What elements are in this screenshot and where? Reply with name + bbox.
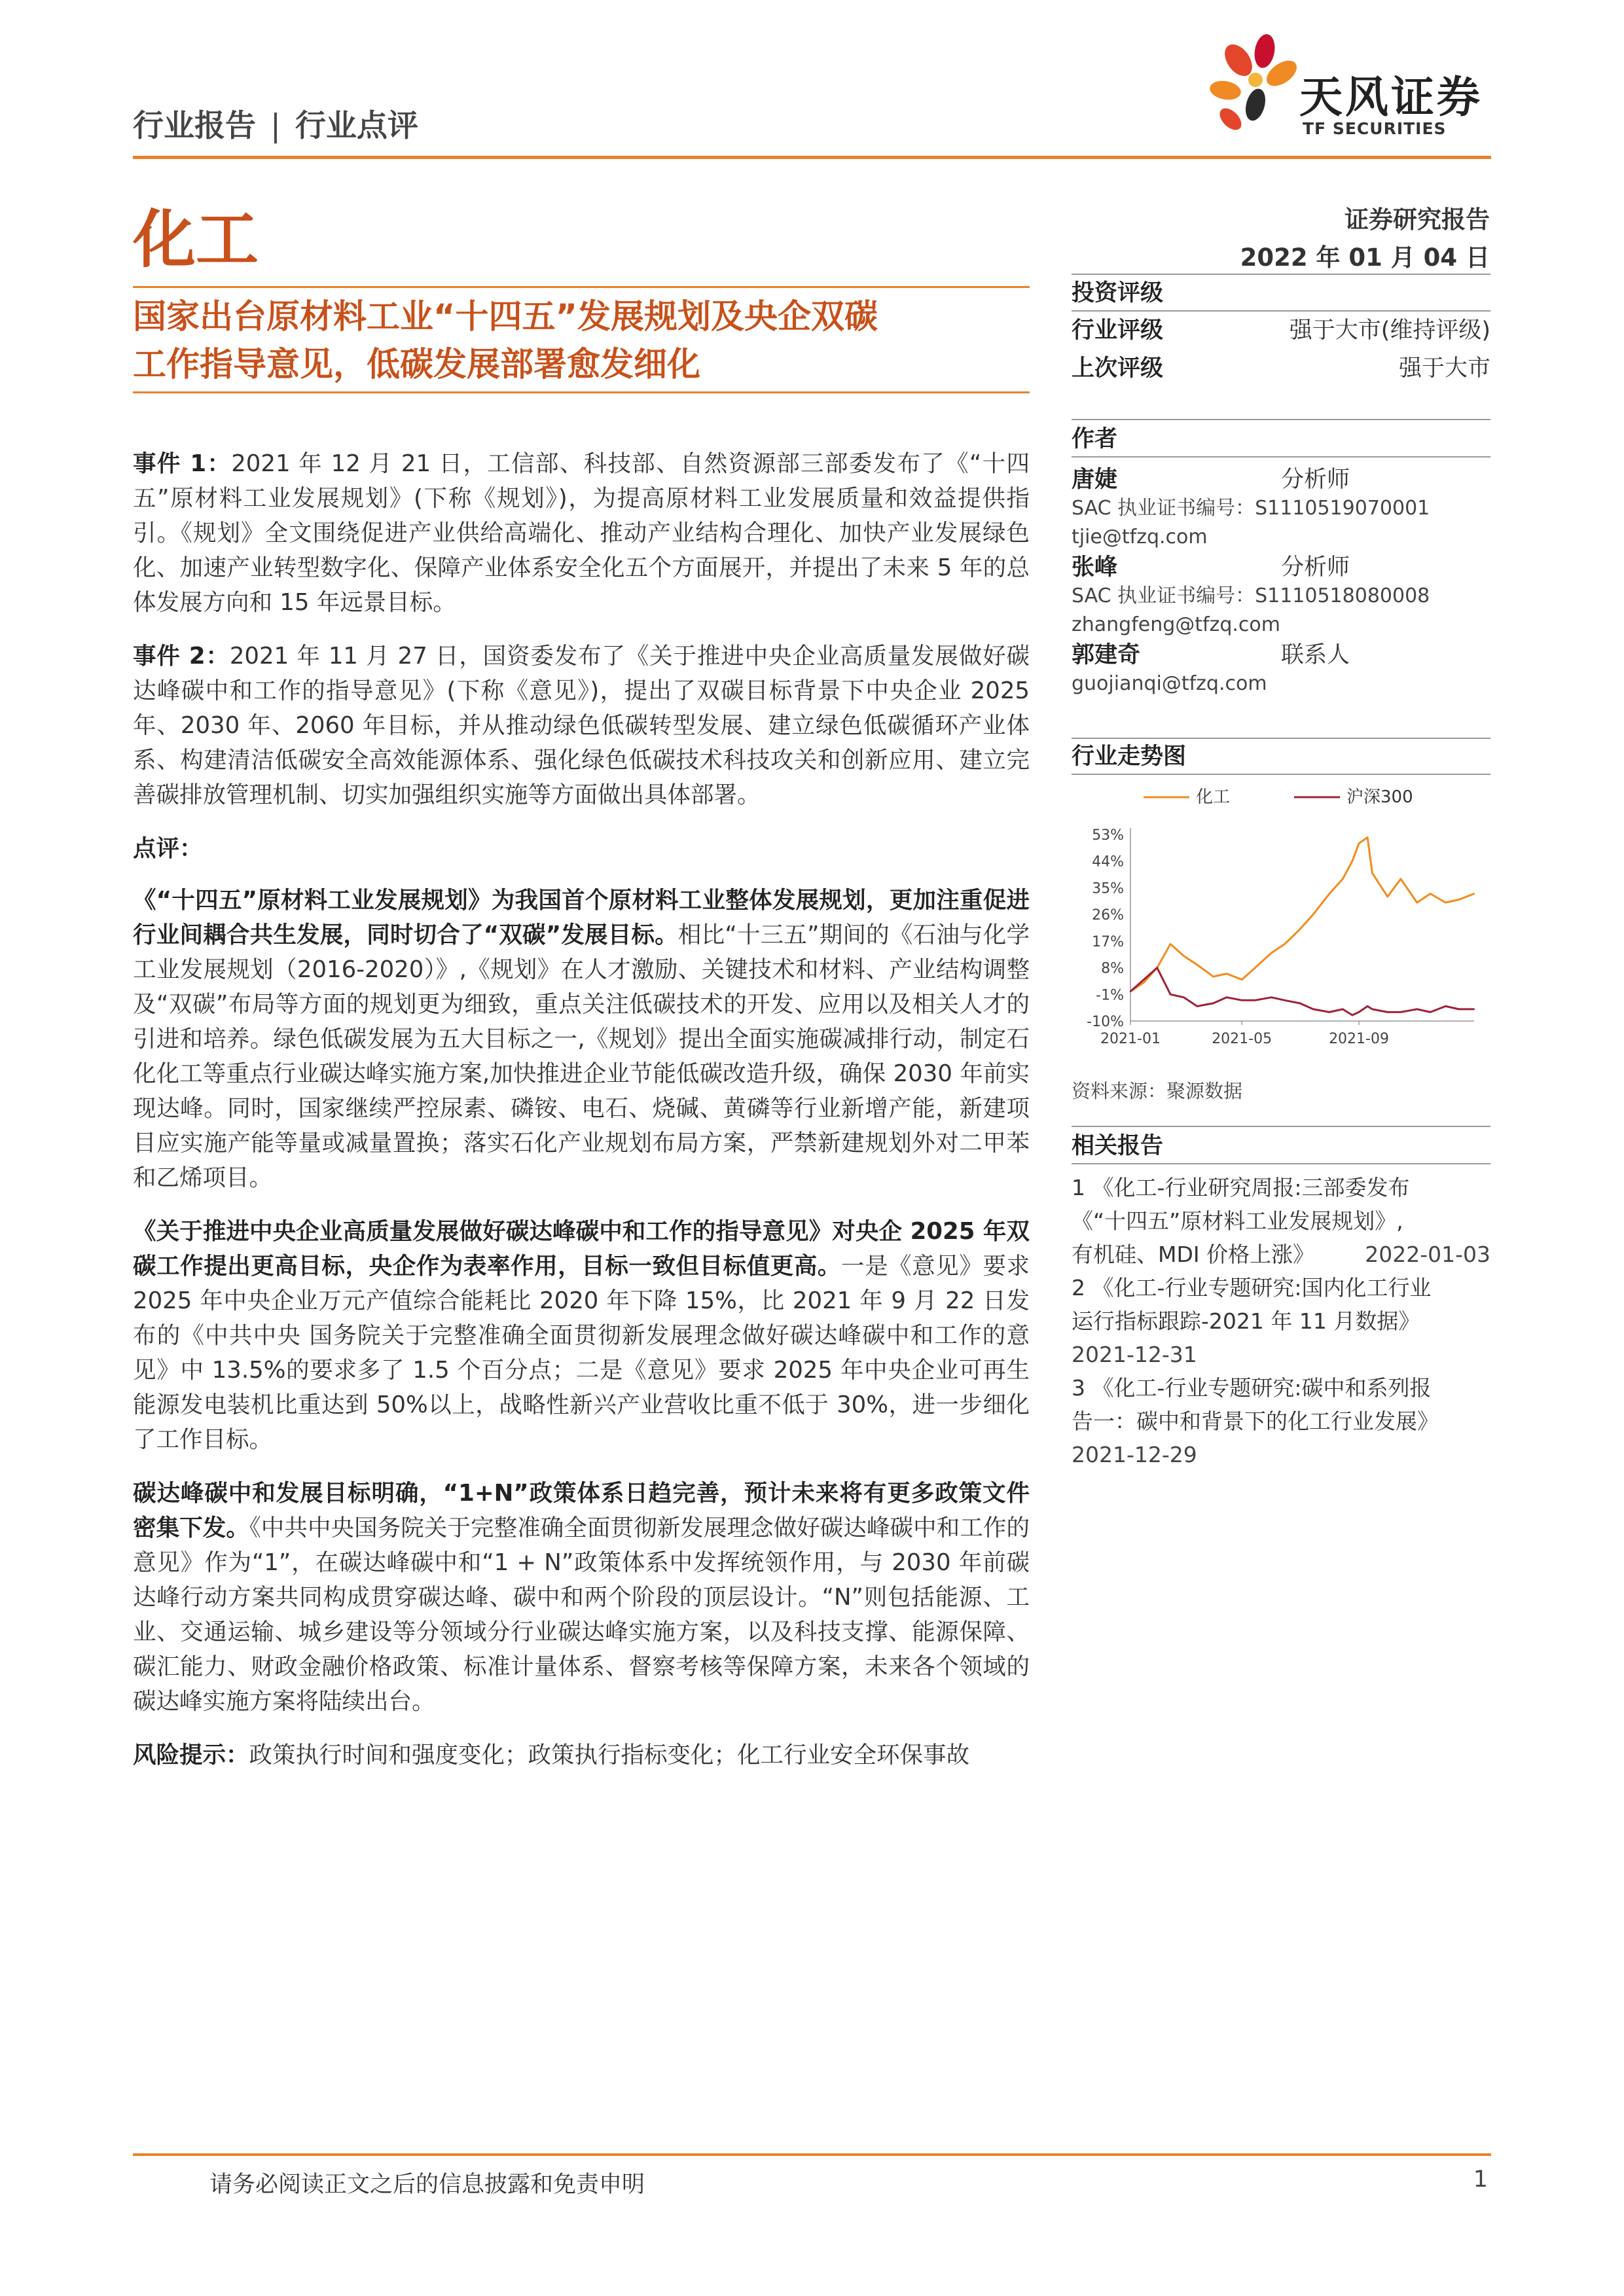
trend-title-divider [1072,774,1490,775]
header-divider [133,156,1491,159]
industry-trend-chart [1072,779,1490,1060]
data-point [1312,1009,1314,1010]
author-role: 分析师 [1280,554,1350,581]
comment-paragraph-1 [133,883,1030,1195]
x-tick-label: 2021-05 [1212,1031,1272,1047]
author-entry [1072,641,1490,698]
series-line-0 [1130,838,1474,992]
data-point [1254,967,1255,968]
author-name: 张峰 [1072,554,1118,581]
trend-section-title: 行业走势图 [1072,744,1187,770]
data-point [1254,999,1255,1001]
related-report-date: 2022-01-03 [1365,1242,1490,1267]
related-report-title-line: 《化工-行业研究周报:三部委发布 [1092,1175,1410,1200]
related-report-title-line: 有机硅、MDI 价格上涨》 [1072,1242,1315,1267]
page-number: 1 [1473,2166,1488,2193]
authors-block [1072,422,1490,698]
industry-rating-label: 行业评级 [1072,317,1164,344]
event-1-paragraph [133,446,1030,620]
rating-section-title: 投资评级 [1072,280,1164,306]
document-type: 证券研究报告 [1344,206,1490,234]
data-point [1352,1014,1353,1016]
comment-paragraph-2 [133,1214,1030,1457]
data-point [1197,964,1198,965]
data-point [1367,1005,1368,1007]
data-point [1371,872,1373,874]
data-point [1130,991,1131,992]
data-point [1241,999,1242,1001]
related-report-title-line: 《化工-行业专题研究:国内化工行业 [1092,1275,1432,1300]
logo-english-name: TF SECURITIES [1303,119,1447,138]
data-point [1416,1009,1418,1010]
y-tick-label: 35% [1092,880,1124,897]
crumb-report: 行业报告 [133,108,256,144]
y-tick-label: 44% [1092,853,1124,870]
data-point [1400,878,1401,880]
data-point [1226,973,1227,974]
title-top-divider [133,286,1030,288]
event-2-text: 2021 年 11 月 27 日，国资委发布了《关于推进中央企业高质量发展做好碳达峰碳中和工作的指导意见》(下称《意见》)，提出了双碳目标背景下中央企业 2025 年、2030 年、2060 年目标，并从推动绿色低碳转型发展、建立绿色低碳循环产业体系、构建清洁低碳安全高效能源体系、强化绿色低碳技术科技攻关和创新应用、建立完善碳排放管理机制、切实加强组织实施等方面做出具体部署。 [133,643,1030,808]
data-point [1445,1005,1446,1007]
related-report-number: 1 [1072,1175,1085,1200]
data-point [1352,861,1353,862]
data-point [1271,952,1272,954]
related-report-title-line: 《化工-行业专题研究:碳中和系列报 [1092,1375,1432,1401]
data-point [1367,836,1368,838]
related-report-date: 2021-12-29 [1072,1442,1197,1467]
event-1-text: 2021 年 12 月 21 日，工信部、科技部、自然资源部三部委发布了《“十四五”原材料工业发展规划》(下称《规划》)，为提高原材料工业发展质量和效益提供指引。《规划》全文围绕促进产业供给高端化、推动产业结构合理化、加快产业发展绿色化、加速产业转型数字化、保障产业体系安全化五个方面展开，并提出了未来 5 年的总体发展方向和 15 年远景目标。 [133,450,1030,616]
industry-title: 化工 [133,203,259,276]
comment-2-lead: 《关于推进中央企业高质量发展做好碳达峰碳中和工作的指导意见》对央企 2025 年双碳工作提出更高目标，央企作为表率作用，目标一致但目标值更高。 [133,1218,1030,1280]
trend-top-divider [1072,738,1490,739]
author-email[interactable]: tjie@tfzq.com [1072,526,1208,548]
related-report-title-line: 告一：碳中和背景下的化工行业发展》 [1072,1408,1439,1434]
report-body [133,446,1030,1791]
related-report-number: 2 [1072,1275,1085,1300]
data-point [1170,943,1171,944]
related-report-title-line: 运行指标跟踪-2021 年 11 月数据》 [1072,1308,1420,1334]
data-point [1358,842,1360,844]
comment-3-text: 《中共中央国务院关于完整准确全面贯彻新发展理念做好碳达峰碳中和工作的意见》作为“1”，在碳达峰碳中和“1 + N”政策体系中发挥统领作用，与 2030 年前碳达峰行动方案共同构成贯穿碳达峰、碳中和两个阶段的顶层设计。“N”则包括能源、工业、交通运输、城乡建设等分领域分行业碳达峰实施方案，以及科技支撑、能源保障、碳汇能力、财政金融价格政策、标准计量体系、督察考核等保障方案，未来各个领域的碳达峰实施方案将陆续出台。 [133,1515,1030,1715]
data-point [1299,1003,1301,1004]
data-point [1312,914,1314,915]
industry-rating-row [1072,312,1490,350]
data-point [1143,978,1144,980]
author-role: 分析师 [1280,467,1350,493]
report-date: 2022 年 01 月 04 日 [1240,243,1490,272]
data-point [1473,1009,1475,1010]
comment-3-lead: 碳达峰碳中和发展目标明确，“1+N”政策体系日趋完善，预计未来将有更多政策文件密集下发。 [133,1480,1030,1541]
author-entry [1072,465,1490,552]
data-point [1430,893,1431,894]
y-tick-label: -1% [1096,987,1124,1004]
report-headline [133,293,1036,389]
legend-label: 化工 [1196,787,1231,807]
data-point [1284,999,1285,1001]
data-point [1271,997,1272,998]
series-line-1 [1130,968,1474,1015]
comment-paragraph-3 [133,1476,1030,1719]
data-point [1400,1011,1401,1013]
previous-rating-row [1072,350,1490,387]
related-report-item[interactable] [1072,1271,1490,1371]
logo-chinese-name: 天风证券 [1299,72,1483,122]
y-tick-label: 53% [1092,827,1124,844]
risk-label: 风险提示： [133,1742,249,1768]
data-point [1473,893,1475,894]
data-point [1183,997,1184,998]
related-top-divider [1072,1126,1490,1127]
related-report-number: 3 [1072,1375,1085,1401]
event-2-paragraph [133,639,1030,812]
related-report-item[interactable] [1072,1171,1490,1271]
footer-divider [133,2153,1491,2156]
data-point [1458,899,1460,900]
rating-block [1072,277,1490,387]
headline-line-2: 工作指导意见，低碳发展部署愈发细化 [133,346,701,384]
data-point [1212,1003,1214,1004]
previous-rating-label: 上次评级 [1072,355,1164,382]
data-point [1445,902,1446,903]
author-entry [1072,553,1490,639]
authors-section-title: 作者 [1072,426,1118,452]
headline-line-1: 国家出台原材料工业“十四五”发展规划及央企双碳 [133,298,878,336]
chart-legend [1144,787,1413,807]
related-reports [1072,1129,1490,1471]
data-point [1371,1009,1373,1010]
data-point [1299,929,1301,930]
risk-paragraph [133,1738,1030,1772]
data-point [1342,878,1343,880]
related-report-title-line: 《“十四五”原材料工业发展规划》, [1072,1208,1403,1234]
y-tick-label: 26% [1092,907,1124,924]
data-point [1342,1009,1343,1010]
legend-label: 沪深300 [1346,787,1413,807]
data-point [1241,978,1242,980]
data-point [1329,1011,1330,1013]
footer-disclaimer: 请务必阅读正文之后的信息披露和免责申明 [209,2172,645,2198]
logo-mark-icon [1208,33,1301,134]
author-email[interactable]: guojianqi@tfzq.com [1072,672,1267,695]
data-point [1386,896,1388,897]
data-point [1329,893,1330,894]
breadcrumb [133,101,418,145]
data-point [1416,902,1418,903]
comment-2-text: 一是《意见》要求 2025 年中央企业万元产值综合能耗比 2020 年下降 15%，比 2021 年 9 月 22 日发布的《中共中央 国务院关于完整准确全面贯彻新发展理念做好碳达峰碳中和工作的意见》中 13.5%的要求多了 1.5 个百分点；二是《意见》要求 2025 年中央企业可再生能源发电装机比重达到 50%以上，战略性新兴产业营收比重不低于 30%，进一步细化了工作目标。 [133,1253,1030,1453]
data-point [1458,1009,1460,1010]
y-tick-label: 17% [1092,933,1124,950]
data-point [1386,1011,1388,1013]
crumb-type: 行业点评 [295,108,418,144]
data-point [1143,982,1144,983]
risk-text: 政策执行时间和强度变化；政策执行指标变化；化工行业安全环保事故 [249,1742,970,1768]
rating-top-divider [1072,274,1490,275]
x-tick-label: 2021-09 [1329,1031,1389,1047]
author-cert-number: SAC 执业证书编号：S1110518080008 [1072,584,1430,607]
chart-source: 资料来源：聚源数据 [1072,1080,1243,1102]
authors-top-divider [1072,419,1490,420]
author-name: 唐婕 [1072,467,1118,493]
data-point [1157,967,1158,968]
author-name: 郭建奇 [1072,642,1141,668]
author-cert-number: SAC 执业证书编号：S1110519070001 [1072,497,1430,520]
event-1-label: 事件 1： [133,450,232,477]
data-point [1430,1011,1431,1013]
data-point [1197,1005,1198,1007]
data-point [1226,997,1227,998]
comment-heading: 点评： [133,835,203,862]
related-section-title: 相关报告 [1072,1133,1164,1159]
comment-1-lead: 《“十四五”原材料工业发展规划》为我国首个原材料工业整体发展规划，更加注重促进行业间耦合共生发展，同时切合了“双碳”发展目标。 [133,887,1030,948]
title-bottom-divider [133,391,1030,393]
comment-1-text: 相比“十三五”期间的《石油与化学工业发展规划（2016-2020）》,《规划》在人才激励、关键技术和材料、产业结构调整及“双碳”布局等方面的规划更为细致，重点关注低碳技术的开发、应用以及相关人才的引进和培养。绿色低碳发展为五大目标之一,《规划》提出全面实施碳减排行动，制定石化化工等重点行业碳达峰实施方案,加快推进企业节能低碳改造升级，确保 2030 年前实现达峰。同时，国家继续严控尿素、磷铵、电石、烧碱、黄磷等行业新增产能，新建项目应实施产能等量或减量置换；落实石化产业规划布局方案，严禁新建规划外对二甲苯和乙烯项目。 [133,922,1030,1191]
y-tick-label: 8% [1101,960,1124,977]
previous-rating-value: 强于大市 [1398,355,1490,382]
data-point [1170,994,1171,995]
data-point [1284,943,1285,944]
author-role: 联系人 [1280,642,1350,668]
y-tick-label: -10% [1087,1014,1124,1030]
event-2-label: 事件 2： [133,643,230,670]
related-report-item[interactable] [1072,1371,1490,1471]
data-point [1212,976,1214,977]
data-point [1358,1011,1360,1013]
x-tick-label: 2021-01 [1100,1031,1161,1047]
data-point [1183,955,1184,956]
author-email[interactable]: zhangfeng@tfzq.com [1072,613,1280,636]
related-report-date: 2021-12-31 [1072,1342,1197,1367]
industry-rating-value: 强于大市(维持评级) [1289,317,1490,344]
crumb-separator: | [270,108,281,144]
